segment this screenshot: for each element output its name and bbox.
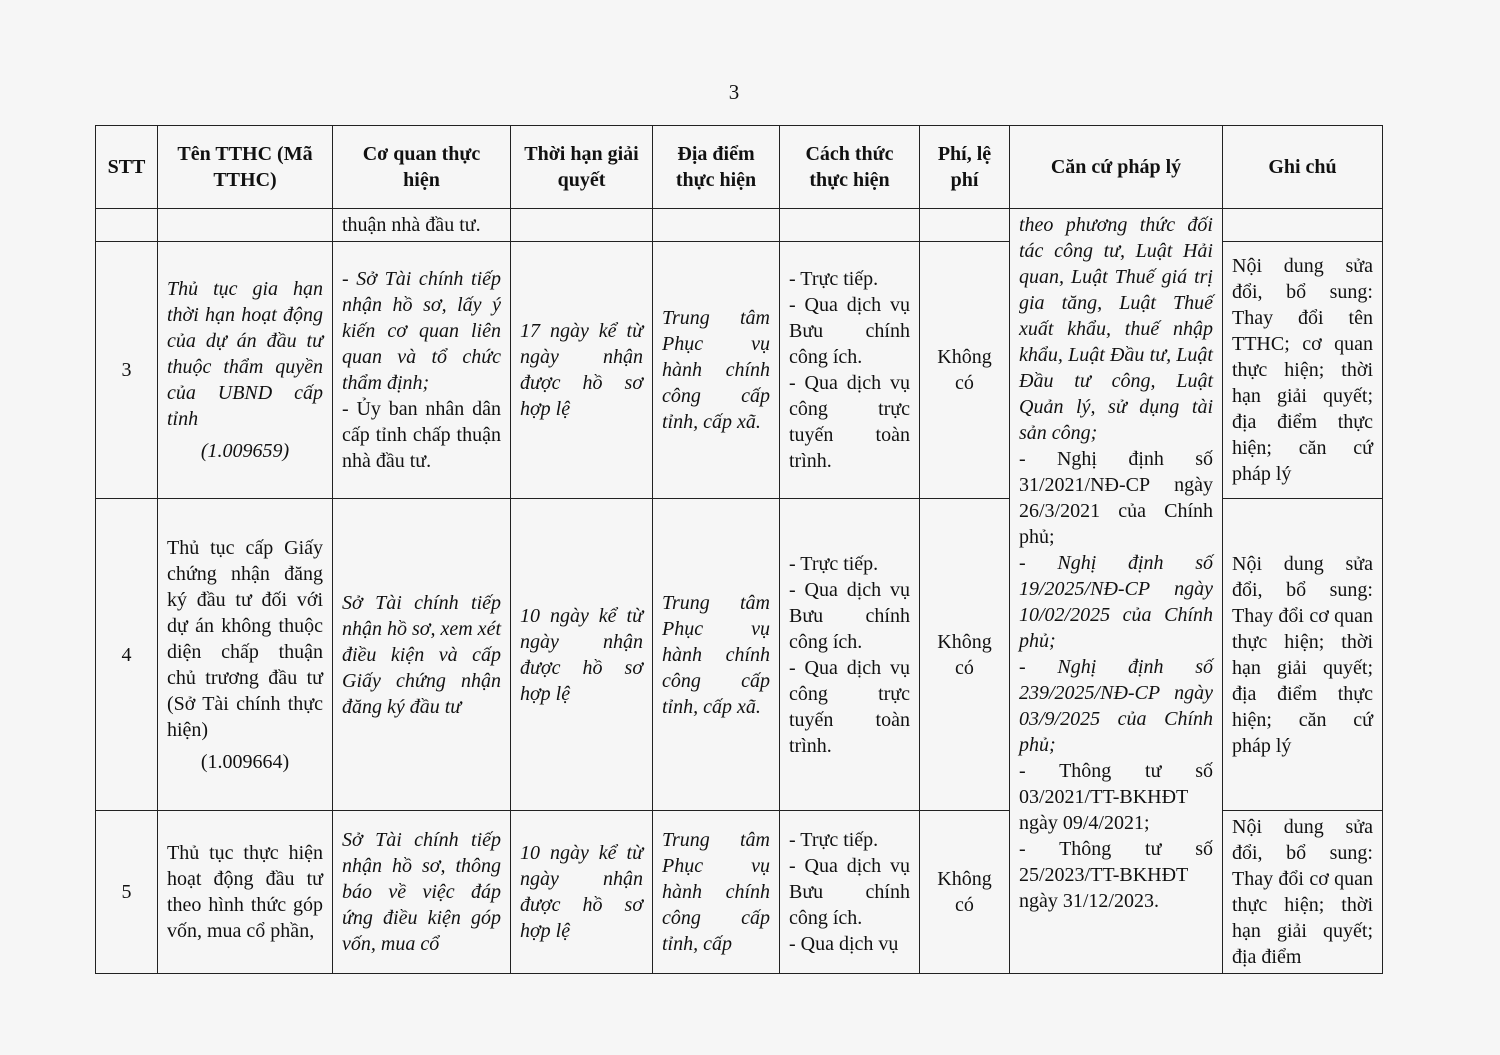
row-note: Nội dung sửa đổi, bổ sung: Thay đổi cơ quan thực hiện; thời hạn giải quyết; địa điểm thực hiện; căn cứ pháp lý (1223, 499, 1383, 811)
header-location: Địa điểm thực hiện (653, 126, 780, 209)
continued-agency: thuận nhà đầu tư. (333, 209, 511, 242)
row-note: Nội dung sửa đổi, bổ sung: Thay đổi tên TTHC; cơ quan thực hiện; thời hạn giải quyết; địa điểm thực hiện; căn cứ pháp lý (1223, 242, 1383, 499)
method-direct: - Trực tiếp. (789, 552, 879, 575)
agency-line-1: - Sở Tài chính tiếp nhận hồ sơ, lấy ý kiến cơ quan liên quan và tổ chức thẩm định; (342, 268, 501, 394)
method-postal: - Qua dịch vụ Bưu chính công ích. (789, 578, 910, 653)
header-agency: Cơ quan thực hiện (333, 126, 511, 209)
row-method (780, 499, 920, 811)
row-location: Trung tâm Phục vụ hành chính công cấp tỉnh, cấp xã. (653, 499, 780, 811)
header-name: Tên TTHC (Mã TTHC) (158, 126, 333, 209)
row-deadline: 10 ngày kể từ ngày nhận được hồ sơ hợp lệ (511, 811, 653, 974)
row-agency: Sở Tài chính tiếp nhận hồ sơ, xem xét điều kiện và cấp Giấy chứng nhận đăng ký đầu tư (333, 499, 511, 811)
row-method (780, 242, 920, 499)
row-stt: 5 (96, 811, 158, 974)
header-legal: Căn cứ pháp lý (1010, 126, 1223, 209)
method-postal: - Qua dịch vụ Bưu chính công ích. (789, 855, 910, 929)
row-procedure-name (158, 242, 333, 499)
header-method: Cách thức thực hiện (780, 126, 920, 209)
legal-circular-1: - Thông tư số 03/2021/TT-BKHĐT ngày 09/4/2021; (1019, 760, 1213, 834)
procedure-name-text: Thủ tục gia hạn thời hạn hoạt động của dự án đầu tư thuộc thẩm quyền của UBND cấp tỉnh (167, 278, 323, 430)
row-fee: Không có (920, 811, 1010, 974)
legal-laws: theo phương thức đối tác công tư, Luật Hải quan, Luật Thuế giá trị gia tăng, Luật Thuế xuất khẩu, thuế nhập khẩu, Luật Đầu tư, Luật Đầu tư công, Luật Quản lý, sử dụng tài sản công; (1019, 214, 1213, 444)
legal-circular-2: - Thông tư số 25/2023/TT-BKHĐT ngày 31/12/2023. (1019, 838, 1213, 912)
table-row-continued (96, 209, 1383, 242)
header-stt: STT (96, 126, 158, 209)
agency-line-2: - Ủy ban nhân dân cấp tỉnh chấp thuận nhà đầu tư. (342, 398, 501, 472)
method-postal: - Qua dịch vụ Bưu chính công ích. (789, 294, 910, 368)
header-fee: Phí, lệ phí (920, 126, 1010, 209)
row-stt: 3 (96, 242, 158, 499)
legal-decree-2: - Nghị định số 19/2025/NĐ-CP ngày 10/02/2025 của Chính phủ; (1019, 552, 1213, 652)
method-direct: - Trực tiếp. (789, 829, 879, 851)
row-method (780, 811, 920, 974)
page-number: 3 (728, 80, 740, 104)
method-online: - Qua dịch vụ công trực tuyến toàn trình. (789, 372, 910, 472)
legal-decree-1: - Nghị định số 31/2021/NĐ-CP ngày 26/3/2021 của Chính phủ; (1019, 448, 1213, 548)
procedure-code: (1.009664) (200, 750, 290, 773)
header-note: Ghi chú (1223, 126, 1383, 209)
row-location: Trung tâm Phục vụ hành chính công cấp tỉnh, cấp (653, 811, 780, 974)
legal-basis-cell (1010, 209, 1223, 974)
row-agency: Sở Tài chính tiếp nhận hồ sơ, thông báo về việc đáp ứng điều kiện góp vốn, mua cổ (333, 811, 511, 974)
procedure-code: (1.009659) (200, 440, 290, 462)
legal-decree-3: - Nghị định số 239/2025/NĐ-CP ngày 03/9/2025 của Chính phủ; (1019, 656, 1213, 756)
method-direct: - Trực tiếp. (789, 268, 879, 290)
row-procedure-name: Thủ tục thực hiện hoạt động đầu tư theo hình thức góp vốn, mua cổ phần, (158, 811, 333, 974)
row-deadline: 17 ngày kể từ ngày nhận được hồ sơ hợp lệ (511, 242, 653, 499)
row-agency (333, 242, 511, 499)
method-online: - Qua dịch vụ (789, 933, 899, 955)
row-procedure-name (158, 499, 333, 811)
procedure-name-text: Thủ tục cấp Giấy chứng nhận đăng ký đầu tư đối với dự án không thuộc diện chấp thuận chủ trương đầu tư (Sở Tài chính thực hiện) (167, 536, 323, 741)
row-fee: Không có (920, 242, 1010, 499)
header-deadline: Thời hạn giải quyết (511, 126, 653, 209)
row-fee: Không có (920, 499, 1010, 811)
row-stt: 4 (96, 499, 158, 811)
row-deadline: 10 ngày kể từ ngày nhận được hồ sơ hợp lệ (511, 499, 653, 811)
header-row (96, 126, 1383, 209)
row-note: Nội dung sửa đổi, bổ sung: Thay đổi cơ quan thực hiện; thời hạn giải quyết; địa điểm (1223, 811, 1383, 974)
method-online: - Qua dịch vụ công trực tuyến toàn trình. (789, 656, 910, 757)
row-location: Trung tâm Phục vụ hành chính công cấp tỉnh, cấp xã. (653, 242, 780, 499)
procedures-table (95, 125, 1383, 974)
